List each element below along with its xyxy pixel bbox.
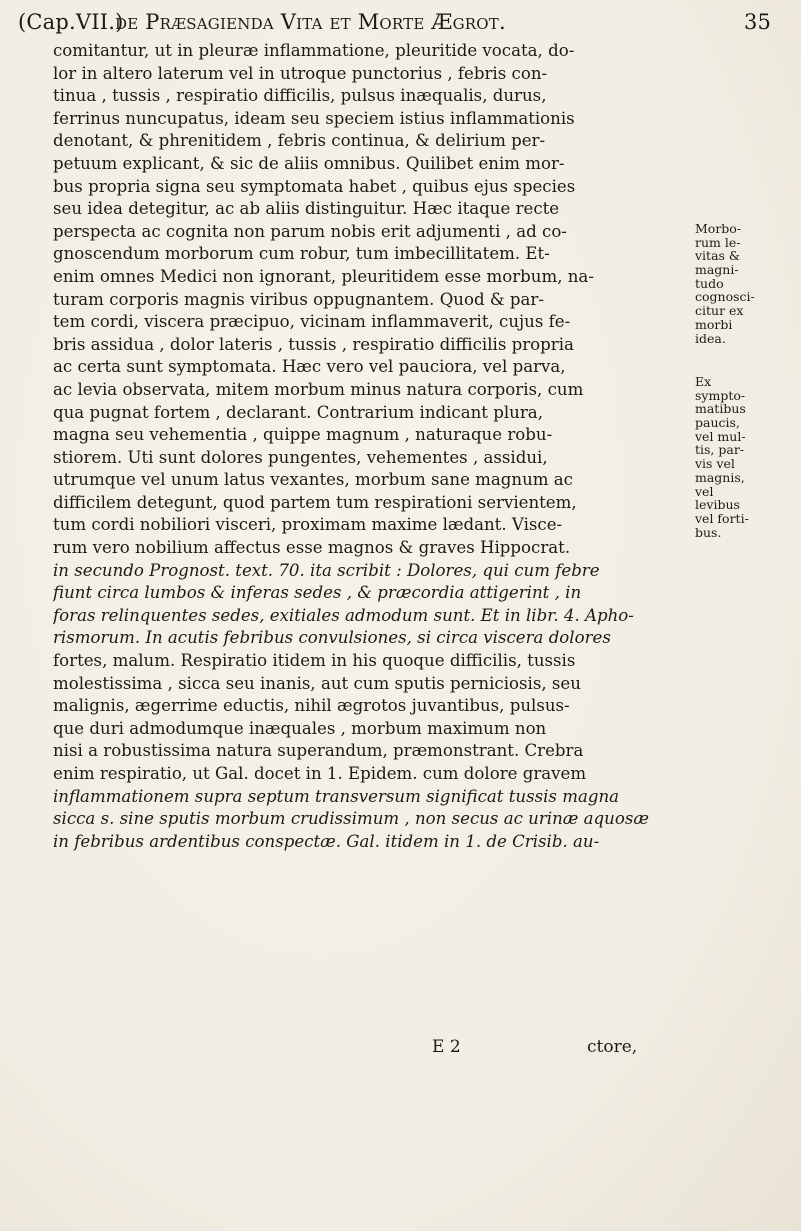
text-line: enim omnes Medici non ignorant, pleuritidem esse morbum, na- [53, 266, 594, 286]
text-line: enim respiratio, ut Gal. docet in 1. Epidem. cum dolore gravem [53, 764, 587, 783]
text-line: malignis, ægerrime eductis, nihil ægrotos juvantibus, pulsus- [53, 696, 570, 716]
chapter-reference: (Cap.VII.) [18, 10, 124, 34]
margin-note-line: levibus [695, 497, 740, 513]
text-line: ac levia observata, mitem morbum minus natura corporis, cum [53, 379, 584, 399]
margin-note-line: vel mul- [695, 428, 746, 444]
text-line: que duri admodumque inæquales , morbum maximum non [53, 718, 547, 738]
text-line: perspecta ac cognita non parum nobis erit adjumenti , ad co- [53, 221, 567, 241]
text-line-quotation: fiunt circa lumbos & inferas sedes , & præcordia attigerint , in [53, 583, 582, 603]
margin-note-line: tis, par- [695, 442, 745, 458]
text-line: tem cordi, viscera præcipuo, vicinam inflammaverit, cujus fe- [53, 312, 571, 332]
margin-note-line: bus. [695, 524, 722, 540]
text-line: ferrinus nuncupatus, ideam seu speciem istius inflammationis [53, 108, 575, 128]
margin-note-line: cognosci- [695, 289, 755, 305]
text-line: lor in altero laterum vel in utroque punctorius , febris con- [53, 63, 548, 83]
text-line: tinua , tussis , respiratio difficilis, pulsus inæqualis, durus, [53, 86, 547, 106]
text-line: denotant, & phrenitidem , febris continua, & delirium per- [53, 131, 546, 151]
margin-note-size-of-disease [695, 222, 795, 345]
margin-note-line: idea. [695, 330, 726, 346]
text-line-quotation: rismorum. In acutis febribus convulsiones, si circa viscera dolores [53, 628, 611, 648]
text-line: bris assidua , dolor lateris , tussis , respiratio difficilis propria [53, 334, 574, 354]
margin-note-line: matibus [695, 401, 746, 417]
text-line: gnoscendum morborum cum robur, tum imbecillitatem. Et- [53, 244, 550, 264]
margin-note-line: rum le- [695, 234, 741, 250]
margin-note-line: morbi [695, 316, 733, 332]
page-number: 35 [744, 10, 772, 34]
margin-note-line: paucis, [695, 415, 740, 431]
margin-note-line: Ex [695, 374, 712, 389]
margin-note-line: vis vel [695, 456, 735, 472]
text-line: nisi a robustissima natura superandum, præmonstrant. Crebra [53, 741, 584, 761]
text-line: bus propria signa seu symptomata habet , quibus ejus species [53, 176, 576, 196]
margin-note-symptoms [695, 375, 795, 539]
margin-note-line: citur ex [695, 303, 744, 319]
text-line-quotation: in secundo Prognost. text. 70. ita scribit : Dolores, qui cum febre [53, 560, 600, 580]
text-line-quotation: in febribus ardentibus conspectæ. Gal. itidem in 1. de Crisib. au- [53, 831, 600, 851]
text-line-quotation: inflammationem supra septum transversum significat tussis magna [53, 786, 620, 806]
text-line: seu idea detegitur, ac ab aliis distinguitur. Hæc itaque recte [53, 199, 560, 219]
margin-note-line: magnis, [695, 469, 745, 485]
text-line: fortes, malum. Respiratio itidem in his quoque difficilis, tussis [53, 651, 576, 671]
margin-note-line: vel forti- [695, 510, 749, 526]
margin-note-line: Morbo- [695, 221, 742, 236]
margin-note-line: sympto- [695, 387, 746, 403]
text-line: utrumque vel unum latus vexantes, morbum sane magnum ac [53, 470, 573, 490]
text-line-quotation: foras relinquentes sedes, exitiales admodum sunt. Et in libr. 4. Apho- [53, 605, 634, 625]
text-line: magna seu vehementia , quippe magnum , naturaque robu- [53, 425, 553, 445]
text-line: tum cordi nobiliori visceri, proximam maxime lædant. Visce- [53, 515, 563, 535]
text-line: comitantur, ut in pleuræ inflammatione, pleuritide vocata, do- [53, 41, 575, 60]
catchword: ctore, [587, 1037, 638, 1057]
main-text-block [53, 40, 691, 853]
running-title: de Præsagienda Vita et Morte Ægrot. [115, 10, 506, 34]
text-line: ac certa sunt symptomata. Hæc vero vel pauciora, vel parva, [53, 357, 566, 377]
text-line: molestissima , sicca seu inanis, aut cum sputis perniciosis, seu [53, 673, 581, 693]
text-line: petuum explicant, & sic de aliis omnibus. Quilibet enim mor- [53, 153, 565, 173]
margin-note-line: tudo [695, 275, 724, 291]
text-line: qua pugnat fortem , declarant. Contrarium indicant plura, [53, 402, 543, 422]
margin-note-line: magni- [695, 262, 739, 278]
text-line: difficilem detegunt, quod partem tum respirationi servientem, [53, 492, 577, 512]
text-line: turam corporis magnis viribus oppugnantem. Quod & par- [53, 289, 544, 309]
margin-note-line: vitas & [695, 248, 741, 264]
text-line: rum vero nobilium affectus esse magnos & graves Hippocrat. [53, 538, 571, 558]
text-line: stiorem. Uti sunt dolores pungentes, vehementes , assidui, [53, 447, 548, 467]
margin-note-line: vel [695, 483, 714, 499]
text-line-quotation: sicca s. sine sputis morbum crudissimum , non secus ac urinæ aquosæ [53, 809, 649, 829]
signature-mark: E 2 [432, 1037, 461, 1057]
